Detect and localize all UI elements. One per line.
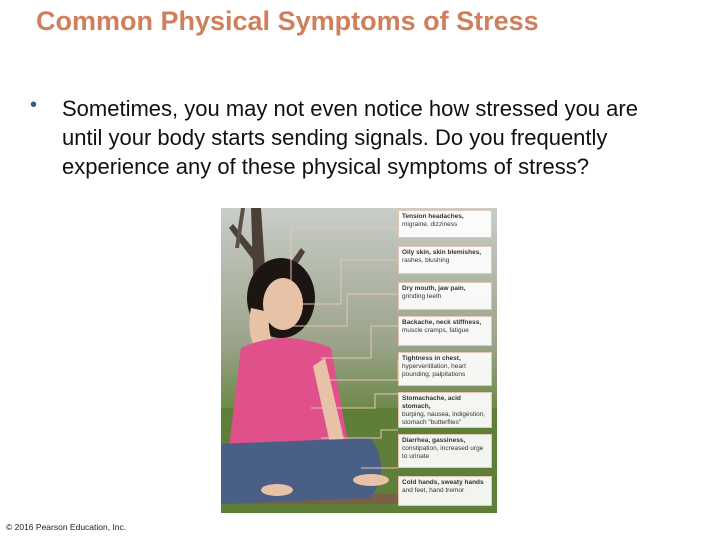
callout-7 [398, 476, 492, 506]
callout-head: Diarrhea, gassiness, [402, 437, 466, 444]
callout-head: Dry mouth, jaw pain, [402, 285, 466, 292]
callout-6 [398, 434, 492, 468]
callout-body: hyperventilation, heart pounding, palpitations [402, 363, 466, 378]
callout-1 [398, 246, 492, 274]
callout-body: grinding teeth [402, 293, 442, 300]
callout-0 [398, 210, 492, 238]
callout-head: Stomachache, acid stomach, [402, 395, 461, 410]
callout-head: Oily skin, skin blemishes, [402, 249, 482, 256]
copyright-notice: © 2016 Pearson Education, Inc. [6, 522, 127, 532]
callout-3 [398, 316, 492, 346]
callout-body: rashes, blushing [402, 257, 450, 264]
callout-body: burping, nausea, indigestion, stomach "butterflies" [402, 411, 486, 426]
bullet-dot: • [30, 94, 38, 116]
bullet-text: Sometimes, you may not even notice how stressed you are until your body starts sending signals. Do you frequently experience any of these physical symptoms of stress? [62, 96, 638, 179]
callout-body: muscle cramps, fatigue [402, 327, 469, 334]
callout-head: Backache, neck stiffness, [402, 319, 482, 326]
bullet-item [30, 94, 680, 181]
callout-body: migraine, dizziness [402, 221, 458, 228]
callout-head: Tension headaches, [402, 213, 464, 220]
slide-title: Common Physical Symptoms of Stress [36, 6, 539, 36]
stress-symptoms-figure [221, 208, 497, 513]
callout-2 [398, 282, 492, 310]
callout-4 [398, 352, 492, 386]
callout-body: constipation, increased urge to urinate [402, 445, 484, 460]
callout-body: and feet, hand tremor [402, 487, 465, 494]
callout-head: Cold hands, sweaty hands [402, 479, 484, 486]
callout-5 [398, 392, 492, 428]
callout-head: Tightness in chest, [402, 355, 461, 362]
